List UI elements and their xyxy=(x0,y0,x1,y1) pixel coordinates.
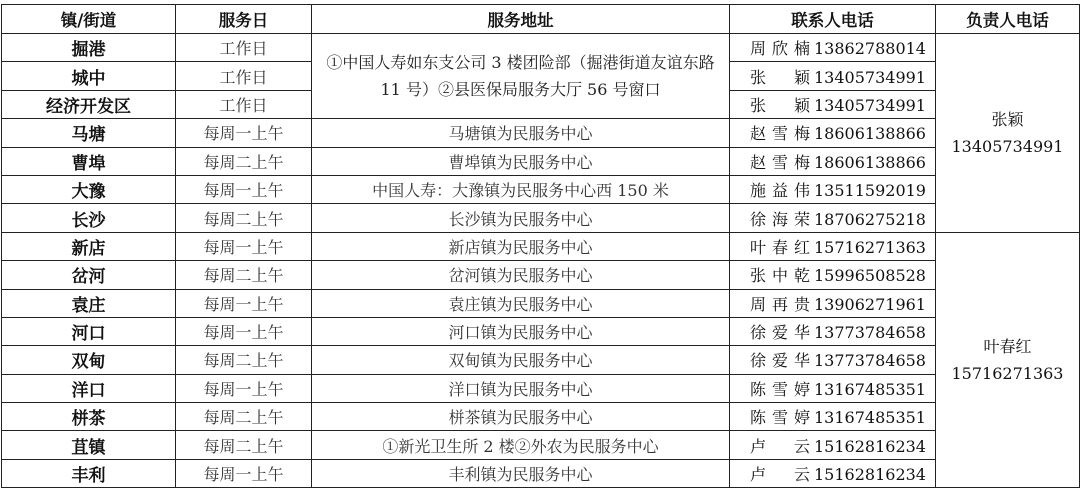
table-row xyxy=(2,147,1080,175)
contact-cell xyxy=(730,317,936,345)
contact-name: 陈雪婷 xyxy=(750,408,810,428)
contact-phone: 13511592019 xyxy=(814,181,926,201)
address-cell: ①新光卫生所 2 楼②外农为民服务中心 xyxy=(312,431,730,459)
contact-cell xyxy=(730,90,936,118)
town-cell: 曹埠 xyxy=(2,147,176,175)
address-cell: 袁庄镇为民服务中心 xyxy=(312,289,730,317)
merged-address-cell: ①中国人寿如东支公司 3 楼团险部（掘港街道友谊东路 11 号）②县医保局服务大厅 56 号窗口 xyxy=(312,34,730,119)
responsible-name: 张颖 xyxy=(991,109,1024,129)
town-cell: 洋口 xyxy=(2,374,176,402)
town-cell: 经济开发区 xyxy=(2,90,176,118)
town-cell: 岔河 xyxy=(2,261,176,289)
address-cell: 洋口镇为民服务中心 xyxy=(312,374,730,402)
contact-cell xyxy=(730,346,936,374)
contact-cell xyxy=(730,175,936,203)
service-day-cell: 每周二上午 xyxy=(176,147,312,175)
table-row xyxy=(2,459,1080,487)
table-row xyxy=(2,403,1080,431)
town-cell: 丰利 xyxy=(2,459,176,487)
contact-name: 徐海荣 xyxy=(750,209,810,229)
header-town: 镇/街道 xyxy=(2,5,176,34)
service-day-cell: 每周二上午 xyxy=(176,261,312,289)
service-day-cell: 每周二上午 xyxy=(176,403,312,431)
contact-cell xyxy=(730,204,936,232)
town-cell: 新店 xyxy=(2,232,176,260)
contact-cell xyxy=(730,374,936,402)
town-cell: 掘港 xyxy=(2,34,176,62)
address-cell: 双甸镇为民服务中心 xyxy=(312,346,730,374)
responsible-phone: 15716271363 xyxy=(951,363,1064,383)
responsible-name: 叶春红 xyxy=(983,336,1032,356)
table-row xyxy=(2,261,1080,289)
address-cell: 马塘镇为民服务中心 xyxy=(312,119,730,147)
service-day-cell: 每周二上午 xyxy=(176,431,312,459)
contact-cell xyxy=(730,261,936,289)
address-cell: 中国人寿：大豫镇为民服务中心西 150 米 xyxy=(312,175,730,203)
address-cell: 曹埠镇为民服务中心 xyxy=(312,147,730,175)
address-cell: 长沙镇为民服务中心 xyxy=(312,204,730,232)
contact-name: 施益伟 xyxy=(750,181,810,201)
contact-cell xyxy=(730,62,936,90)
service-day-cell: 工作日 xyxy=(176,90,312,118)
service-day-cell: 每周一上午 xyxy=(176,175,312,203)
contact-cell xyxy=(730,232,936,260)
contact-phone: 13773784658 xyxy=(814,323,926,343)
town-cell: 马塘 xyxy=(2,119,176,147)
contact-phone: 15162816234 xyxy=(814,436,926,456)
header-row xyxy=(2,5,1080,34)
service-day-cell: 每周一上午 xyxy=(176,317,312,345)
contact-name: 赵雪梅 xyxy=(750,124,810,144)
contact-name: 徐爱华 xyxy=(750,351,810,371)
contact-cell xyxy=(730,289,936,317)
contact-phone: 18606138866 xyxy=(814,152,926,172)
service-table xyxy=(1,4,1080,488)
table-row xyxy=(2,204,1080,232)
contact-cell xyxy=(730,34,936,62)
contact-name: 卢 云 xyxy=(750,465,810,485)
service-day-cell: 工作日 xyxy=(176,62,312,90)
header-service-day: 服务日 xyxy=(176,5,312,34)
table-row xyxy=(2,346,1080,374)
contact-phone: 13773784658 xyxy=(814,351,926,371)
service-day-cell: 每周二上午 xyxy=(176,204,312,232)
responsible-cell xyxy=(936,34,1080,233)
table-row xyxy=(2,175,1080,203)
responsible-cell xyxy=(936,232,1080,488)
header-contact-phone: 联系人电话 xyxy=(730,5,936,34)
contact-name: 卢 云 xyxy=(750,436,810,456)
contact-phone: 15162816234 xyxy=(814,465,926,485)
town-cell: 河口 xyxy=(2,317,176,345)
service-day-cell: 每周一上午 xyxy=(176,289,312,317)
town-cell: 城中 xyxy=(2,62,176,90)
contact-name: 徐爱华 xyxy=(750,323,810,343)
header-service-address: 服务地址 xyxy=(312,5,730,34)
service-day-cell: 工作日 xyxy=(176,34,312,62)
address-cell: 新店镇为民服务中心 xyxy=(312,232,730,260)
service-day-cell: 每周一上午 xyxy=(176,459,312,487)
table-row xyxy=(2,289,1080,317)
town-cell: 苴镇 xyxy=(2,431,176,459)
address-cell: 河口镇为民服务中心 xyxy=(312,317,730,345)
contact-name: 叶春红 xyxy=(750,237,810,257)
header-responsible-phone: 负责人电话 xyxy=(936,5,1080,34)
contact-phone: 13167485351 xyxy=(814,379,926,399)
table-row xyxy=(2,34,1080,62)
table-row xyxy=(2,119,1080,147)
town-cell: 袁庄 xyxy=(2,289,176,317)
contact-phone: 13405734991 xyxy=(814,67,926,87)
table-row xyxy=(2,232,1080,260)
service-day-cell: 每周一上午 xyxy=(176,374,312,402)
contact-phone: 13405734991 xyxy=(814,95,926,115)
address-cell: 丰利镇为民服务中心 xyxy=(312,459,730,487)
service-day-cell: 每周一上午 xyxy=(176,232,312,260)
town-cell: 双甸 xyxy=(2,346,176,374)
contact-name: 周再贵 xyxy=(750,294,810,314)
contact-name: 张 颖 xyxy=(750,67,810,87)
address-cell: 岔河镇为民服务中心 xyxy=(312,261,730,289)
contact-cell xyxy=(730,403,936,431)
contact-phone: 13906271961 xyxy=(814,294,926,314)
contact-phone: 18706275218 xyxy=(814,209,926,229)
town-cell: 栟茶 xyxy=(2,403,176,431)
contact-name: 周欣楠 xyxy=(750,39,810,59)
table-row xyxy=(2,431,1080,459)
table-row xyxy=(2,374,1080,402)
responsible-phone: 13405734991 xyxy=(951,136,1064,156)
table-row xyxy=(2,317,1080,345)
contact-phone: 13862788014 xyxy=(814,39,926,59)
contact-name: 张中乾 xyxy=(750,266,810,286)
contact-phone: 15716271363 xyxy=(814,237,926,257)
contact-phone: 13167485351 xyxy=(814,408,926,428)
contact-name: 赵雪梅 xyxy=(750,152,810,172)
contact-name: 张 颖 xyxy=(750,95,810,115)
contact-name: 陈雪婷 xyxy=(750,379,810,399)
service-day-cell: 每周一上午 xyxy=(176,119,312,147)
contact-cell xyxy=(730,459,936,487)
contact-phone: 18606138866 xyxy=(814,124,926,144)
address-cell: 栟茶镇为民服务中心 xyxy=(312,403,730,431)
contact-cell xyxy=(730,119,936,147)
service-day-cell: 每周二上午 xyxy=(176,346,312,374)
contact-phone: 15996508528 xyxy=(814,266,926,286)
contact-cell xyxy=(730,431,936,459)
town-cell: 大豫 xyxy=(2,175,176,203)
town-cell: 长沙 xyxy=(2,204,176,232)
contact-cell xyxy=(730,147,936,175)
